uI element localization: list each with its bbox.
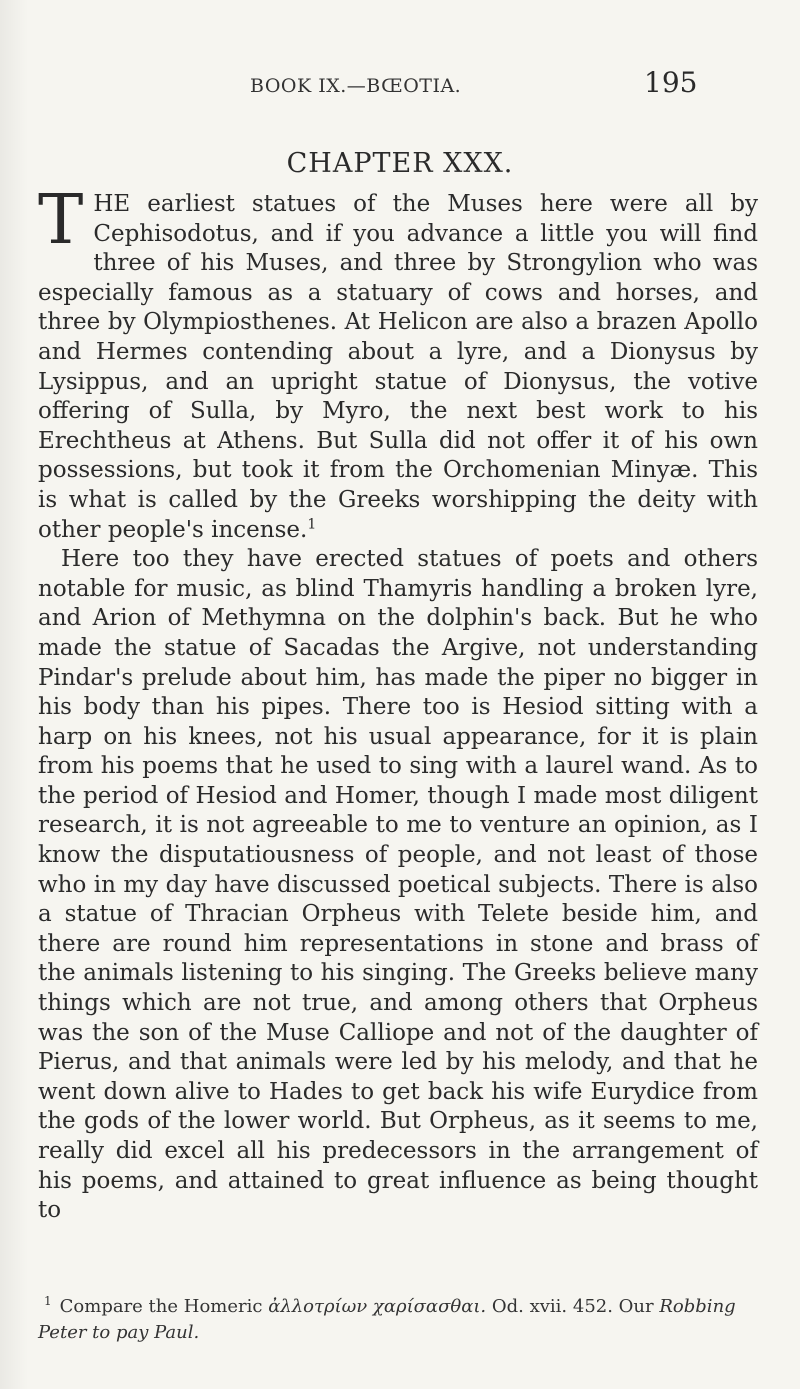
running-title: BOOK IX.—BŒOTIA. bbox=[250, 75, 462, 97]
footnote-reference: 1 bbox=[307, 515, 317, 532]
running-head bbox=[0, 66, 800, 106]
footnote-greek: ἀλλοτρίων χαρίσασθαι. bbox=[268, 1296, 487, 1317]
footnote bbox=[38, 1294, 760, 1346]
footnote-text-before: Compare the Homeric bbox=[59, 1296, 263, 1317]
paragraph-1 bbox=[38, 181, 758, 545]
chapter-title: CHAPTER XXX. bbox=[286, 148, 514, 179]
paragraph-2-text: Here too they have erected statues of poets and others notable for music, as blind Thamyris handling a broken lyre, and Arion of Methymna on the dolphin's back. But he who made the statue of Sacadas the Argive, not understanding Pindar's prelude about him, has made the piper no bigger in his body than his pipes. There too is Hesiod sitting with a harp on his knees, not his usual appearance, for it is plain from his poems that he used to sing with a laurel wand. As to the period of Hesiod and Homer, though I made most diligent research, it is not agreeable to me to venture an opinion, as I know the disputatiousness of people, and not least of those who in my day have discussed poetical subjects. There is also a statue of Thracian Orpheus with Telete beside him, and there are round him representations in stone and brass of the animals listening to his singing. The Greeks believe many things which are not true, and among others that Orpheus was the son of the Muse Calliope and not of the daughter of Pierus, and that animals were led by his melody, and that he went down alive to Hades to get back his wife Eurydice from the gods of the lower world. But Orpheus, as it seems to me, really did excel all his predecessors in the arrangement of his poems, and attained to great influence as being thought to bbox=[38, 546, 758, 1224]
footnote-marker: 1 bbox=[44, 1294, 52, 1308]
footnote-italic: Robbing Peter to pay Paul. bbox=[38, 1296, 736, 1343]
drop-cap: T bbox=[38, 181, 84, 260]
paragraph-2 bbox=[38, 545, 758, 1226]
paragraph-1-text: HE earliest statues of the Muses here were all by Cephisodotus, and if you advance a little you will find three of his Muses, and three by Strongylion who was especially famous as a statuary of cows and horses, and three by Olympiosthenes. At Helicon are also a brazen Apollo and Hermes contending about a lyre, and a Dionysus by Lysippus, and an upright statue of Dionysus, the votive offering of Sulla, by Myro, the next best work to his Erechtheus at Athens. But Sulla did not offer it of his own possessions, but took it from the Orchomenian Minyæ. This is what is called by the Greeks worshipping the deity with other people's incense. bbox=[38, 191, 758, 543]
footnote-reference-text: Od. xvii. 452. Our bbox=[491, 1296, 654, 1317]
body-text bbox=[38, 181, 758, 1226]
page-number: 195 bbox=[644, 66, 698, 99]
